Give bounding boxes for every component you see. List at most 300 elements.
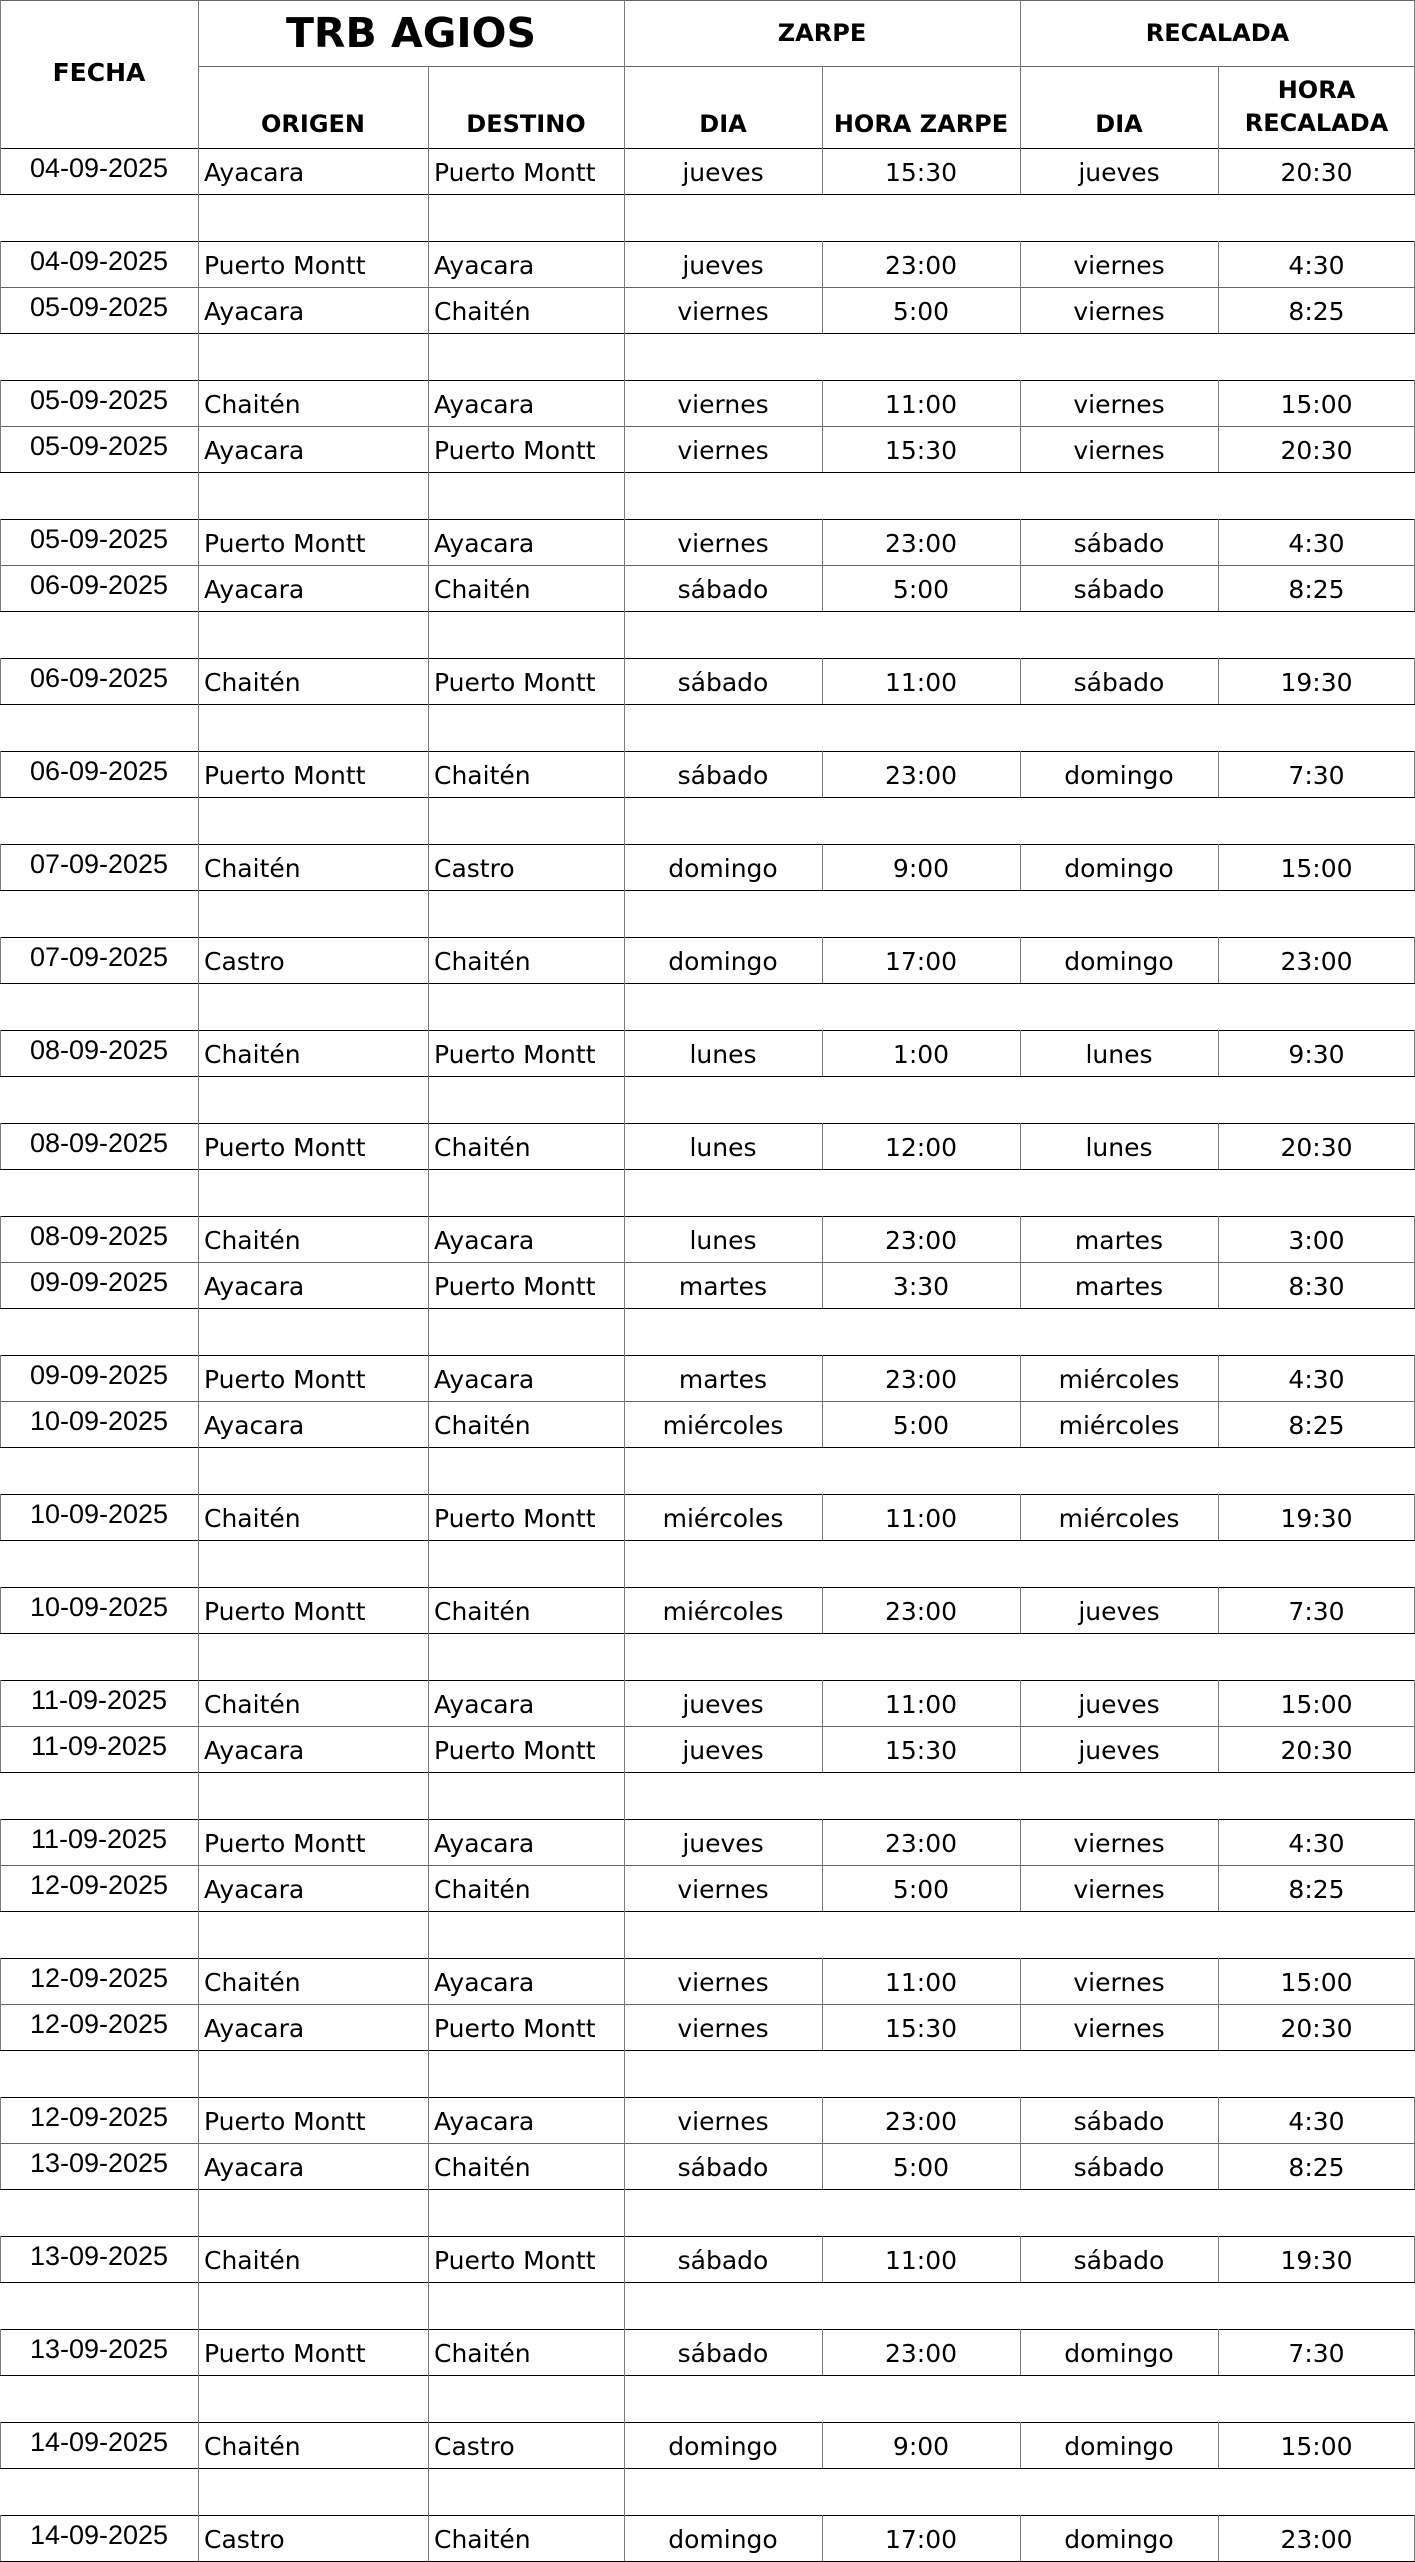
cell-fecha: 11-09-2025 bbox=[30, 1685, 168, 1715]
column-border bbox=[1218, 1355, 1219, 1401]
column-border bbox=[198, 148, 199, 194]
cell-fecha: 10-09-2025 bbox=[29, 1592, 169, 1622]
column-border bbox=[198, 937, 199, 983]
row-border bbox=[0, 1633, 1415, 1634]
cell-destino: Chaitén bbox=[434, 1597, 531, 1626]
column-border bbox=[0, 380, 1, 426]
cell-fecha: 10-09-2025 bbox=[29, 1499, 169, 1529]
column-border bbox=[198, 751, 199, 797]
cell-destino: Chaitén bbox=[434, 575, 531, 604]
column-border bbox=[822, 565, 823, 611]
column-border bbox=[1218, 1262, 1219, 1308]
cell-hora-recalada: 15:00 bbox=[1280, 854, 1353, 883]
row-border bbox=[0, 1076, 1415, 1077]
column-border bbox=[1218, 1587, 1219, 1633]
column-border bbox=[624, 1076, 625, 1123]
column-border bbox=[198, 704, 199, 751]
column-border bbox=[624, 1819, 625, 1865]
cell-fecha: 14-09-2025 bbox=[29, 2427, 169, 2457]
cell-fecha: 06-09-2025 bbox=[29, 570, 169, 600]
row-border bbox=[0, 1447, 1415, 1448]
cell-destino: Puerto Montt bbox=[434, 1736, 596, 1765]
column-border bbox=[624, 2282, 625, 2329]
cell-hora-zarpe: 9:00 bbox=[892, 854, 950, 883]
cell-fecha: 12-09-2025 bbox=[29, 1870, 169, 1900]
cell-destino: Puerto Montt bbox=[434, 436, 596, 465]
row-border bbox=[0, 194, 1415, 195]
column-border bbox=[0, 519, 1, 565]
cell-hora-zarpe: 17:00 bbox=[884, 2525, 958, 2554]
cell-fecha: 11-09-2025 bbox=[30, 1824, 168, 1854]
cell-dia-zarpe: jueves bbox=[682, 1736, 764, 1765]
column-border bbox=[428, 1030, 429, 1076]
cell-origen: Puerto Montt bbox=[204, 1365, 366, 1394]
column-border bbox=[624, 1540, 625, 1587]
cell-dia-zarpe: viernes bbox=[677, 297, 769, 326]
column-border bbox=[624, 844, 625, 890]
column-border bbox=[0, 2515, 1, 2561]
column-border bbox=[0, 2143, 1, 2189]
column-border bbox=[428, 241, 429, 287]
cell-hora-recalada: 20:30 bbox=[1280, 436, 1353, 465]
column-border bbox=[428, 380, 429, 426]
cell-dia-recalada: viernes bbox=[1073, 1875, 1165, 1904]
row-border bbox=[0, 2050, 1415, 2051]
table-title: TRB AGIOS bbox=[285, 9, 537, 57]
cell-hora-recalada: 20:30 bbox=[1280, 2014, 1353, 2043]
column-border bbox=[428, 844, 429, 890]
column-border bbox=[822, 1726, 823, 1772]
column-border bbox=[1020, 1958, 1021, 2004]
column-border bbox=[428, 1865, 429, 1911]
column-border bbox=[624, 2329, 625, 2375]
row-border bbox=[0, 983, 1415, 984]
cell-fecha: 12-09-2025 bbox=[29, 2102, 169, 2132]
cell-dia-zarpe: viernes bbox=[677, 529, 769, 558]
column-border bbox=[822, 1865, 823, 1911]
cell-origen: Ayacara bbox=[204, 2014, 305, 2043]
column-border bbox=[1020, 2515, 1021, 2561]
column-border bbox=[198, 1633, 199, 1680]
column-border bbox=[198, 1308, 199, 1355]
column-border bbox=[624, 1123, 625, 1169]
column-border bbox=[1020, 1030, 1021, 1076]
cell-hora-recalada: 4:30 bbox=[1288, 251, 1345, 280]
row-border bbox=[0, 611, 1415, 612]
cell-dia-recalada: domingo bbox=[1064, 854, 1174, 883]
cell-hora-recalada: 8:25 bbox=[1288, 2153, 1345, 2182]
column-border bbox=[1218, 2143, 1219, 2189]
column-border bbox=[0, 2236, 1, 2282]
cell-hora-recalada: 9:30 bbox=[1288, 1040, 1345, 1069]
cell-destino: Puerto Montt bbox=[434, 2014, 596, 2043]
cell-origen: Chaitén bbox=[204, 1226, 301, 1255]
column-border bbox=[428, 1587, 429, 1633]
cell-dia-recalada: sábado bbox=[1073, 2107, 1165, 2136]
column-border bbox=[198, 2515, 199, 2561]
header-hora-zarpe: HORA ZARPE bbox=[833, 110, 1009, 138]
column-border bbox=[624, 983, 625, 1030]
cell-origen: Castro bbox=[204, 2525, 285, 2554]
cell-destino: Castro bbox=[434, 854, 515, 883]
column-border bbox=[822, 1680, 823, 1726]
column-border bbox=[428, 1262, 429, 1308]
header-destino: DESTINO bbox=[466, 110, 586, 138]
cell-origen: Puerto Montt bbox=[204, 251, 366, 280]
column-border bbox=[428, 937, 429, 983]
cell-dia-recalada: miércoles bbox=[1058, 1411, 1180, 1440]
column-border bbox=[198, 1540, 199, 1587]
column-border bbox=[624, 2189, 625, 2236]
column-border bbox=[428, 704, 429, 751]
cell-hora-zarpe: 15:30 bbox=[884, 1736, 958, 1765]
column-border bbox=[624, 519, 625, 565]
cell-hora-zarpe: 23:00 bbox=[884, 251, 958, 280]
column-border bbox=[822, 519, 823, 565]
cell-fecha: 12-09-2025 bbox=[29, 2009, 169, 2039]
cell-dia-zarpe: sábado bbox=[677, 2339, 769, 2368]
cell-destino: Ayacara bbox=[434, 1829, 535, 1858]
column-border bbox=[198, 565, 199, 611]
row-border bbox=[0, 333, 1415, 334]
cell-destino: Ayacara bbox=[434, 1690, 535, 1719]
cell-dia-zarpe: domingo bbox=[668, 2432, 778, 2461]
cell-hora-zarpe: 15:30 bbox=[884, 2014, 958, 2043]
column-border bbox=[428, 1680, 429, 1726]
column-border bbox=[624, 241, 625, 287]
column-border bbox=[198, 287, 199, 333]
row-border bbox=[0, 2189, 1415, 2190]
cell-fecha: 06-09-2025 bbox=[29, 663, 169, 693]
column-border bbox=[822, 2004, 823, 2050]
column-border bbox=[198, 2097, 199, 2143]
row-border bbox=[0, 472, 1415, 473]
cell-destino: Chaitén bbox=[434, 1411, 531, 1440]
column-border bbox=[1020, 2236, 1021, 2282]
column-border bbox=[1020, 658, 1021, 704]
cell-hora-recalada: 20:30 bbox=[1280, 1133, 1353, 1162]
cell-dia-zarpe: viernes bbox=[677, 2014, 769, 2043]
column-border bbox=[428, 2236, 429, 2282]
column-border bbox=[428, 1169, 429, 1216]
cell-hora-zarpe: 9:00 bbox=[892, 2432, 950, 2461]
column-border bbox=[428, 2282, 429, 2329]
column-border bbox=[1218, 1494, 1219, 1540]
cell-origen: Puerto Montt bbox=[204, 1133, 366, 1162]
column-border bbox=[1218, 1680, 1219, 1726]
cell-hora-zarpe: 23:00 bbox=[884, 1597, 958, 1626]
column-border bbox=[198, 194, 199, 241]
column-border bbox=[624, 2236, 625, 2282]
column-border bbox=[1218, 66, 1219, 148]
column-border bbox=[198, 1401, 199, 1447]
column-border bbox=[428, 2004, 429, 2050]
column-border bbox=[1020, 565, 1021, 611]
cell-hora-zarpe: 1:00 bbox=[892, 1040, 950, 1069]
column-border bbox=[1218, 2422, 1219, 2468]
column-border bbox=[624, 426, 625, 472]
column-border bbox=[198, 890, 199, 937]
cell-dia-recalada: martes bbox=[1074, 1272, 1164, 1301]
cell-dia-recalada: miércoles bbox=[1058, 1365, 1180, 1394]
column-border bbox=[1218, 241, 1219, 287]
column-border bbox=[822, 426, 823, 472]
cell-dia-recalada: viernes bbox=[1073, 1829, 1165, 1858]
column-border bbox=[822, 2422, 823, 2468]
column-border bbox=[624, 937, 625, 983]
column-border bbox=[198, 2422, 199, 2468]
column-border bbox=[1218, 1865, 1219, 1911]
cell-destino: Castro bbox=[434, 2432, 515, 2461]
cell-origen: Puerto Montt bbox=[204, 529, 366, 558]
column-border bbox=[428, 472, 429, 519]
column-border bbox=[624, 472, 625, 519]
column-border bbox=[624, 1494, 625, 1540]
cell-dia-zarpe: miércoles bbox=[662, 1504, 784, 1533]
cell-hora-recalada: 8:25 bbox=[1288, 1411, 1345, 1440]
column-border bbox=[0, 1030, 1, 1076]
column-border bbox=[624, 1216, 625, 1262]
column-border bbox=[624, 1726, 625, 1772]
column-border bbox=[428, 1633, 429, 1680]
cell-hora-zarpe: 5:00 bbox=[892, 1875, 950, 1904]
cell-dia-recalada: miércoles bbox=[1058, 1504, 1180, 1533]
cell-hora-zarpe: 5:00 bbox=[892, 2153, 950, 2182]
header-dia-zarpe: DIA bbox=[699, 110, 747, 138]
cell-fecha: 13-09-2025 bbox=[29, 2241, 169, 2271]
cell-dia-zarpe: domingo bbox=[668, 947, 778, 976]
column-border bbox=[822, 1030, 823, 1076]
cell-dia-zarpe: viernes bbox=[677, 390, 769, 419]
column-border bbox=[624, 2375, 625, 2422]
header-origen: ORIGEN bbox=[261, 110, 365, 138]
cell-hora-recalada: 23:00 bbox=[1280, 2525, 1353, 2554]
column-border bbox=[624, 751, 625, 797]
column-border bbox=[624, 1587, 625, 1633]
column-border bbox=[198, 2004, 199, 2050]
column-border bbox=[0, 1865, 1, 1911]
column-border bbox=[428, 658, 429, 704]
cell-hora-zarpe: 12:00 bbox=[884, 1133, 958, 1162]
column-border bbox=[0, 565, 1, 611]
header-zarpe: ZARPE bbox=[777, 19, 867, 47]
column-border bbox=[624, 1633, 625, 1680]
cell-hora-recalada: 4:30 bbox=[1288, 2107, 1345, 2136]
column-border bbox=[198, 472, 199, 519]
cell-origen: Chaitén bbox=[204, 1968, 301, 1997]
cell-origen: Puerto Montt bbox=[204, 2339, 366, 2368]
column-border bbox=[428, 2050, 429, 2097]
cell-hora-recalada: 7:30 bbox=[1288, 2339, 1345, 2368]
cell-hora-zarpe: 11:00 bbox=[884, 1690, 958, 1719]
cell-hora-zarpe: 3:30 bbox=[892, 1272, 950, 1301]
column-border bbox=[428, 1958, 429, 2004]
column-border bbox=[198, 1726, 199, 1772]
column-border bbox=[428, 1216, 429, 1262]
header-recalada: RECALADA bbox=[1145, 19, 1290, 47]
column-border bbox=[198, 1819, 199, 1865]
cell-hora-recalada: 20:30 bbox=[1280, 158, 1353, 187]
column-border bbox=[428, 333, 429, 380]
cell-dia-zarpe: miércoles bbox=[662, 1597, 784, 1626]
column-border bbox=[1020, 2422, 1021, 2468]
cell-dia-recalada: jueves bbox=[1078, 1597, 1160, 1626]
column-border bbox=[1218, 148, 1219, 194]
cell-hora-zarpe: 11:00 bbox=[884, 1504, 958, 1533]
header-hora-recalada-line1: HORA bbox=[1277, 76, 1356, 104]
row-border bbox=[0, 797, 1415, 798]
cell-destino: Ayacara bbox=[434, 1365, 535, 1394]
cell-destino: Chaitén bbox=[434, 2525, 531, 2554]
column-border bbox=[428, 890, 429, 937]
column-border bbox=[198, 380, 199, 426]
cell-hora-recalada: 19:30 bbox=[1280, 2246, 1353, 2275]
cell-dia-recalada: domingo bbox=[1064, 761, 1174, 790]
cell-hora-zarpe: 17:00 bbox=[884, 947, 958, 976]
header-hora-recalada-line2: RECALADA bbox=[1244, 109, 1389, 137]
cell-hora-recalada: 20:30 bbox=[1280, 1736, 1353, 1765]
column-border bbox=[198, 2375, 199, 2422]
cell-hora-zarpe: 5:00 bbox=[892, 575, 950, 604]
column-border bbox=[624, 2050, 625, 2097]
cell-dia-recalada: viernes bbox=[1073, 297, 1165, 326]
column-border bbox=[1020, 380, 1021, 426]
cell-hora-zarpe: 5:00 bbox=[892, 297, 950, 326]
column-border bbox=[624, 380, 625, 426]
column-border bbox=[822, 2515, 823, 2561]
column-border bbox=[198, 2050, 199, 2097]
column-border bbox=[198, 1865, 199, 1911]
cell-dia-recalada: viernes bbox=[1073, 1968, 1165, 1997]
cell-hora-recalada: 15:00 bbox=[1280, 390, 1353, 419]
column-border bbox=[624, 1262, 625, 1308]
column-border bbox=[624, 1355, 625, 1401]
column-border bbox=[198, 1030, 199, 1076]
column-border bbox=[428, 1308, 429, 1355]
cell-destino: Puerto Montt bbox=[434, 2246, 596, 2275]
column-border bbox=[428, 426, 429, 472]
column-border bbox=[198, 241, 199, 287]
cell-hora-recalada: 15:00 bbox=[1280, 2432, 1353, 2461]
column-border bbox=[198, 1169, 199, 1216]
column-border bbox=[624, 1865, 625, 1911]
column-border bbox=[1020, 1587, 1021, 1633]
cell-hora-zarpe: 11:00 bbox=[884, 1968, 958, 1997]
column-border bbox=[0, 1355, 1, 1401]
column-border bbox=[428, 797, 429, 844]
column-border bbox=[1020, 1355, 1021, 1401]
column-border bbox=[1020, 2143, 1021, 2189]
column-border bbox=[428, 1772, 429, 1819]
column-border bbox=[1218, 287, 1219, 333]
column-border bbox=[1218, 1030, 1219, 1076]
cell-hora-recalada: 7:30 bbox=[1288, 761, 1345, 790]
column-border bbox=[1020, 937, 1021, 983]
column-border bbox=[198, 2282, 199, 2329]
cell-destino: Puerto Montt bbox=[434, 668, 596, 697]
cell-fecha: 09-09-2025 bbox=[29, 1267, 169, 1297]
cell-fecha: 14-09-2025 bbox=[29, 2520, 169, 2550]
cell-fecha: 04-09-2025 bbox=[29, 246, 169, 276]
column-border bbox=[624, 1680, 625, 1726]
cell-origen: Ayacara bbox=[204, 1736, 305, 1765]
cell-hora-recalada: 8:25 bbox=[1288, 575, 1345, 604]
cell-fecha: 08-09-2025 bbox=[29, 1128, 169, 1158]
column-border bbox=[0, 0, 1, 148]
column-border bbox=[822, 1494, 823, 1540]
column-border bbox=[1218, 2236, 1219, 2282]
cell-origen: Castro bbox=[204, 947, 285, 976]
cell-dia-recalada: viernes bbox=[1073, 390, 1165, 419]
cell-dia-recalada: sábado bbox=[1073, 668, 1165, 697]
column-border bbox=[624, 1772, 625, 1819]
cell-origen: Puerto Montt bbox=[204, 2107, 366, 2136]
column-border bbox=[1218, 1819, 1219, 1865]
cell-destino: Ayacara bbox=[434, 390, 535, 419]
column-border bbox=[0, 1819, 1, 1865]
cell-dia-recalada: sábado bbox=[1073, 529, 1165, 558]
cell-fecha: 06-09-2025 bbox=[29, 756, 169, 786]
cell-origen: Ayacara bbox=[204, 1411, 305, 1440]
column-border bbox=[1218, 1123, 1219, 1169]
cell-dia-zarpe: sábado bbox=[677, 2153, 769, 2182]
cell-hora-recalada: 19:30 bbox=[1280, 668, 1353, 697]
column-border bbox=[624, 565, 625, 611]
cell-dia-zarpe: viernes bbox=[677, 436, 769, 465]
row-border bbox=[0, 890, 1415, 891]
column-border bbox=[198, 797, 199, 844]
cell-destino: Chaitén bbox=[434, 2153, 531, 2182]
column-border bbox=[822, 2143, 823, 2189]
cell-destino: Ayacara bbox=[434, 251, 535, 280]
cell-dia-recalada: viernes bbox=[1073, 2014, 1165, 2043]
column-border bbox=[428, 2422, 429, 2468]
cell-dia-zarpe: domingo bbox=[668, 2525, 778, 2554]
cell-dia-zarpe: martes bbox=[678, 1272, 768, 1301]
cell-origen: Ayacara bbox=[204, 158, 305, 187]
cell-destino: Puerto Montt bbox=[434, 158, 596, 187]
cell-dia-recalada: domingo bbox=[1064, 947, 1174, 976]
cell-dia-zarpe: jueves bbox=[682, 1829, 764, 1858]
cell-dia-zarpe: lunes bbox=[689, 1133, 757, 1162]
column-border bbox=[1218, 2329, 1219, 2375]
column-border bbox=[1020, 519, 1021, 565]
column-border bbox=[198, 426, 199, 472]
column-border bbox=[428, 1540, 429, 1587]
column-border bbox=[1218, 2004, 1219, 2050]
cell-dia-recalada: sábado bbox=[1073, 2153, 1165, 2182]
column-border bbox=[428, 1123, 429, 1169]
column-border bbox=[198, 2143, 199, 2189]
column-border bbox=[198, 1680, 199, 1726]
column-border bbox=[428, 148, 429, 194]
cell-hora-zarpe: 23:00 bbox=[884, 529, 958, 558]
column-border bbox=[428, 2143, 429, 2189]
cell-destino: Puerto Montt bbox=[434, 1272, 596, 1301]
cell-hora-zarpe: 11:00 bbox=[884, 2246, 958, 2275]
column-border bbox=[1218, 937, 1219, 983]
cell-dia-recalada: martes bbox=[1074, 1226, 1164, 1255]
cell-destino: Ayacara bbox=[434, 1968, 535, 1997]
column-border bbox=[624, 2468, 625, 2515]
column-border bbox=[198, 1076, 199, 1123]
cell-destino: Puerto Montt bbox=[434, 1504, 596, 1533]
cell-fecha: 05-09-2025 bbox=[29, 292, 169, 322]
column-border bbox=[1020, 1680, 1021, 1726]
row-border bbox=[0, 1308, 1415, 1309]
column-border bbox=[624, 1447, 625, 1494]
cell-fecha: 05-09-2025 bbox=[29, 431, 169, 461]
